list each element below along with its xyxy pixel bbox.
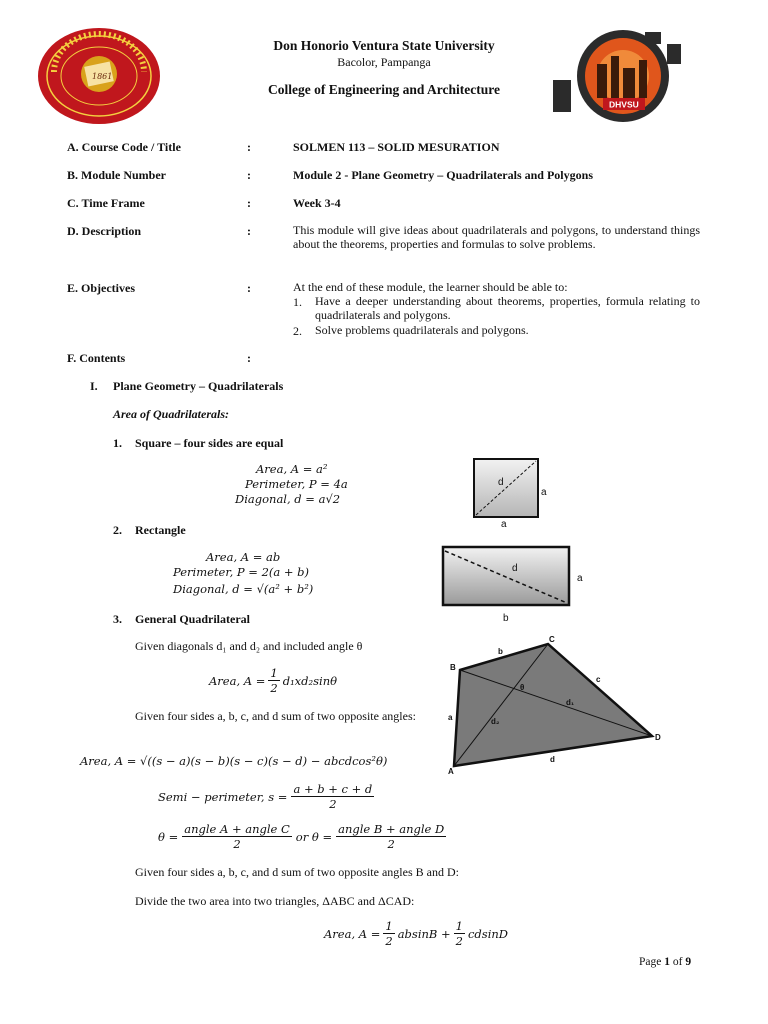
rectangle-number: 2. [113, 523, 122, 537]
area1-fraction [268, 666, 279, 695]
objective-1: Have a deeper understanding about theorems, properties, formula relating to quadrilaterals and polygons. [315, 294, 700, 322]
area1-rhs: d₁xd₂sinθ [282, 673, 338, 688]
page-word: Page [639, 956, 662, 968]
semi-fraction [291, 782, 374, 811]
module-value: Module 2 - Plane Geometry – Quadrilaterals and Polygons [293, 168, 593, 182]
description-colon: : [247, 224, 251, 238]
university-name: Don Honorio Ventura State University [273, 38, 495, 53]
section-number: I. [90, 379, 98, 393]
theta-den-1: 2 [233, 837, 241, 851]
side-b-label: b [498, 647, 503, 656]
theta-or: or θ = [295, 829, 333, 844]
section-title: Plane Geometry – Quadrilaterals [113, 379, 284, 393]
rectangle-d-label: d [512, 563, 518, 574]
final-area-formula [324, 919, 508, 948]
theta-lhs: θ = [158, 829, 179, 844]
theta-num-1: angle A + angle C [184, 822, 290, 836]
page-indicator [639, 956, 691, 968]
college-logo-text: DHVSU [609, 99, 639, 110]
seal-year: 1861 [92, 72, 113, 81]
theta-num-2: angle B + angle D [338, 822, 445, 836]
given-four-sides-text: Given four sides a, b, c, and d sum of two opposite angles: [135, 709, 416, 723]
final-num-2: 1 [455, 919, 463, 933]
objective-1-num: 1. [293, 295, 302, 309]
semi-num: a + b + c + d [293, 782, 373, 796]
area1-lhs: Area, A = [209, 673, 266, 688]
general-title: General Quadrilateral [135, 612, 250, 626]
general-area-formula-1 [209, 666, 337, 695]
final-num-1: 1 [385, 919, 393, 933]
vertex-c-label: C [549, 635, 555, 644]
area1-num: 1 [270, 666, 278, 680]
vertex-d-label: D [655, 733, 661, 742]
square-d-label: d [498, 477, 504, 488]
page-total: 9 [685, 956, 692, 968]
side-a-label: a [448, 713, 453, 722]
rectangle-figure [438, 543, 594, 625]
rectangle-diagonal-formula: Diagonal, d = √(a² + b²) [173, 582, 314, 596]
square-a-bottom-label: a [501, 519, 507, 530]
side-c-label: c [596, 675, 601, 684]
side-d-label: d [550, 755, 555, 764]
rectangle-a-label: a [577, 573, 583, 584]
time-label: C. Time Frame [67, 196, 145, 210]
general-number: 3. [113, 612, 122, 626]
final-den-2: 2 [455, 934, 463, 948]
contents-colon: : [247, 351, 251, 365]
angle-theta-label: θ [520, 683, 525, 692]
rectangle-perimeter-formula: Perimeter, P = 2(a + b) [173, 565, 310, 579]
semi-lhs: Semi − perimeter, s = [158, 789, 288, 804]
rectangle-b-label: b [503, 613, 509, 624]
page-number: 1 [664, 956, 670, 968]
description-label: D. Description [67, 224, 141, 238]
final-lhs: Area, A = [324, 926, 381, 941]
of-word: of [672, 956, 683, 968]
given-diagonals-text: Given diagonals d₁ and d₂ and included angle θ [135, 639, 363, 653]
divide-triangles-text: Divide the two area into two triangles, ΔABC and ΔCAD: [135, 894, 415, 908]
objectives-label: E. Objectives [67, 281, 135, 295]
square-area-formula: Area, A = a² [256, 462, 328, 476]
theta-fraction-2 [336, 822, 446, 851]
general-quadrilateral-figure [440, 632, 675, 780]
final-end: cdsinD [467, 926, 508, 941]
given-opposite-angles-text: Given four sides a, b, c, and d sum of two opposite angles B and D: [135, 865, 459, 879]
theta-formula [158, 822, 446, 851]
time-colon: : [247, 196, 251, 210]
theta-den-2: 2 [387, 837, 395, 851]
rectangle-title: Rectangle [135, 523, 186, 537]
objectives-intro: At the end of these module, the learner should be able to: [293, 280, 568, 294]
diagonal-d2-label: d₂ [491, 717, 500, 726]
square-number: 1. [113, 436, 122, 450]
objectives-colon: : [247, 281, 251, 295]
vertex-a-label: A [448, 767, 454, 776]
semi-perimeter-formula [158, 782, 374, 811]
theta-fraction-1 [182, 822, 292, 851]
rectangle-area-formula: Area, A = ab [206, 550, 281, 564]
objective-2: Solve problems quadrilaterals and polygons. [315, 323, 529, 337]
contents-label: F. Contents [67, 351, 126, 365]
area-subheading: Area of Quadrilaterals: [113, 407, 230, 421]
square-title: Square – four sides are equal [135, 436, 284, 450]
diagonal-d1-label: d₁ [566, 698, 575, 707]
vertex-b-label: B [450, 663, 456, 672]
course-colon: : [247, 140, 251, 154]
university-location: Bacolor, Pampanga [337, 55, 431, 69]
module-colon: : [247, 168, 251, 182]
course-value: SOLMEN 113 – SOLID MESURATION [293, 140, 500, 154]
college-name: College of Engineering and Architecture [268, 82, 500, 97]
module-label: B. Module Number [67, 168, 166, 182]
square-a-side-label: a [541, 487, 547, 498]
description-text: This module will give ideas about quadrilaterals and polygons, to understand things about the theorems, properties and formulas to solve problems. [293, 223, 700, 251]
objective-2-num: 2. [293, 324, 302, 338]
square-diagonal-formula: Diagonal, d = a√2 [235, 492, 341, 506]
course-label: A. Course Code / Title [67, 140, 181, 154]
final-fraction-2 [454, 919, 465, 948]
final-mid: absinB + [397, 926, 451, 941]
time-value: Week 3-4 [293, 196, 341, 210]
square-perimeter-formula: Perimeter, P = 4a [245, 477, 348, 491]
square-figure [468, 455, 558, 530]
final-fraction-1 [383, 919, 394, 948]
final-den-1: 2 [385, 934, 393, 948]
area1-den: 2 [270, 681, 278, 695]
general-area-formula-2: Area, A = √((s − a)(s − b)(s − c)(s − d) − abcdcos²θ) [80, 754, 388, 768]
semi-den: 2 [329, 797, 337, 811]
